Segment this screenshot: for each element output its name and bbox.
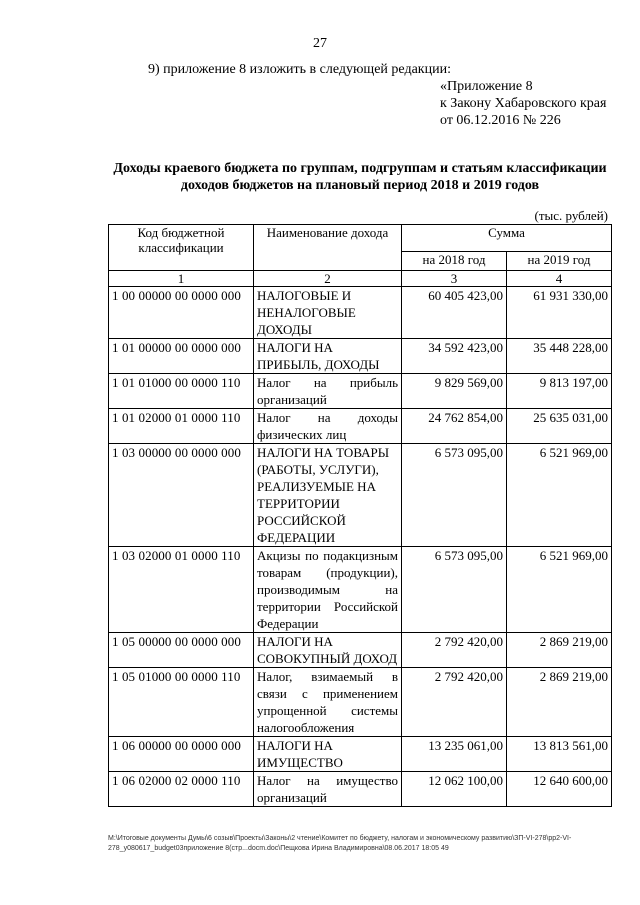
column-number: 1 — [109, 271, 254, 287]
row-name: НАЛОГИ НА ТОВАРЫ (РАБОТЫ, УСЛУГИ), РЕАЛИЗУЕМЫЕ НА ТЕРРИТОРИИ РОССИЙСКОЙ ФЕДЕРАЦИИ — [254, 444, 402, 547]
row-amount-2018: 13 235 061,00 — [402, 737, 507, 772]
row-amount-2019: 6 521 969,00 — [507, 547, 612, 633]
document-title — [100, 160, 620, 194]
revenue-table — [108, 224, 612, 807]
column-number: 2 — [254, 271, 402, 287]
row-code: 1 03 02000 01 0000 110 — [109, 547, 254, 633]
table-row — [109, 772, 612, 807]
appendix-reference — [440, 78, 606, 129]
row-amount-2019: 2 869 219,00 — [507, 668, 612, 737]
row-name: Налог на доходы физических лиц — [254, 409, 402, 444]
row-amount-2018: 60 405 423,00 — [402, 287, 507, 339]
row-amount-2019: 13 813 561,00 — [507, 737, 612, 772]
title-line-2: доходов бюджетов на плановый период 2018 и 2019 годов — [180, 178, 540, 193]
table-row — [109, 633, 612, 668]
appendix-line-1: «Приложение 8 — [440, 79, 533, 94]
row-amount-2018: 2 792 420,00 — [402, 633, 507, 668]
row-code: 1 00 00000 00 0000 000 — [109, 287, 254, 339]
row-amount-2018: 2 792 420,00 — [402, 668, 507, 737]
column-number: 3 — [402, 271, 507, 287]
table-row — [109, 668, 612, 737]
row-amount-2019: 2 869 219,00 — [507, 633, 612, 668]
table-row — [109, 287, 612, 339]
header-name: Наименование дохода — [254, 225, 402, 271]
row-amount-2019: 9 813 197,00 — [507, 374, 612, 409]
table-row — [109, 339, 612, 374]
appendix-line-2: к Закону Хабаровского края — [440, 96, 607, 111]
table-row — [109, 737, 612, 772]
table-row — [109, 547, 612, 633]
row-amount-2019: 35 448 228,00 — [507, 339, 612, 374]
row-code: 1 03 00000 00 0000 000 — [109, 444, 254, 547]
row-amount-2018: 34 592 423,00 — [402, 339, 507, 374]
unit-label: (тыс. рублей) — [534, 208, 608, 223]
row-amount-2019: 12 640 600,00 — [507, 772, 612, 807]
header-year-2018: на 2018 год — [402, 252, 507, 271]
row-amount-2018: 6 573 095,00 — [402, 547, 507, 633]
row-name: Налог на имущество организаций — [254, 772, 402, 807]
row-amount-2019: 61 931 330,00 — [507, 287, 612, 339]
row-amount-2019: 25 635 031,00 — [507, 409, 612, 444]
row-code: 1 05 01000 00 0000 110 — [109, 668, 254, 737]
row-amount-2018: 6 573 095,00 — [402, 444, 507, 547]
page-number: 27 — [313, 36, 327, 51]
table-row — [109, 409, 612, 444]
row-amount-2018: 12 062 100,00 — [402, 772, 507, 807]
row-amount-2019: 6 521 969,00 — [507, 444, 612, 547]
row-name: НАЛОГИ НА ИМУЩЕСТВО — [254, 737, 402, 772]
row-name: Налог на прибыль организаций — [254, 374, 402, 409]
file-path-footer: M:\Итоговые документы Думы\6 созыв\Проекты\Законы\2 чтение\Комитет по бюджету, налогам и экономическому развитию\ЗП-VI-278\рр2-VI-278_у080617_budget03приложение 8(стр...docm.doc\Пещкова Ирина Владимировна\08.06.2017 18:05 49 — [108, 835, 572, 852]
header-code: Код бюджетной классификации — [109, 225, 254, 271]
row-name: Налог, взимаемый в связи с применением упрощенной системы налогообложения — [254, 668, 402, 737]
intro-text: 9) приложение 8 изложить в следующей редакции: — [148, 62, 451, 77]
table-row — [109, 374, 612, 409]
row-name: НАЛОГИ НА СОВОКУПНЫЙ ДОХОД — [254, 633, 402, 668]
row-code: 1 06 02000 02 0000 110 — [109, 772, 254, 807]
appendix-line-3: от 06.12.2016 № 226 — [440, 113, 561, 128]
header-sum: Сумма — [402, 225, 612, 252]
row-amount-2018: 24 762 854,00 — [402, 409, 507, 444]
header-year-2019: на 2019 год — [507, 252, 612, 271]
column-number: 4 — [507, 271, 612, 287]
row-name: Акцизы по подакцизным товарам (продукции), производимым на территории Российской Федерации — [254, 547, 402, 633]
table-row — [109, 444, 612, 547]
row-code: 1 06 00000 00 0000 000 — [109, 737, 254, 772]
column-number-row — [109, 271, 612, 287]
row-code: 1 01 02000 01 0000 110 — [109, 409, 254, 444]
row-code: 1 05 00000 00 0000 000 — [109, 633, 254, 668]
row-amount-2018: 9 829 569,00 — [402, 374, 507, 409]
row-name: НАЛОГИ НА ПРИБЫЛЬ, ДОХОДЫ — [254, 339, 402, 374]
title-line-1: Доходы краевого бюджета по группам, подгруппам и статьям классификации — [113, 161, 607, 176]
row-code: 1 01 00000 00 0000 000 — [109, 339, 254, 374]
row-code: 1 01 01000 00 0000 110 — [109, 374, 254, 409]
row-name: НАЛОГОВЫЕ И НЕНАЛОГОВЫЕ ДОХОДЫ — [254, 287, 402, 339]
